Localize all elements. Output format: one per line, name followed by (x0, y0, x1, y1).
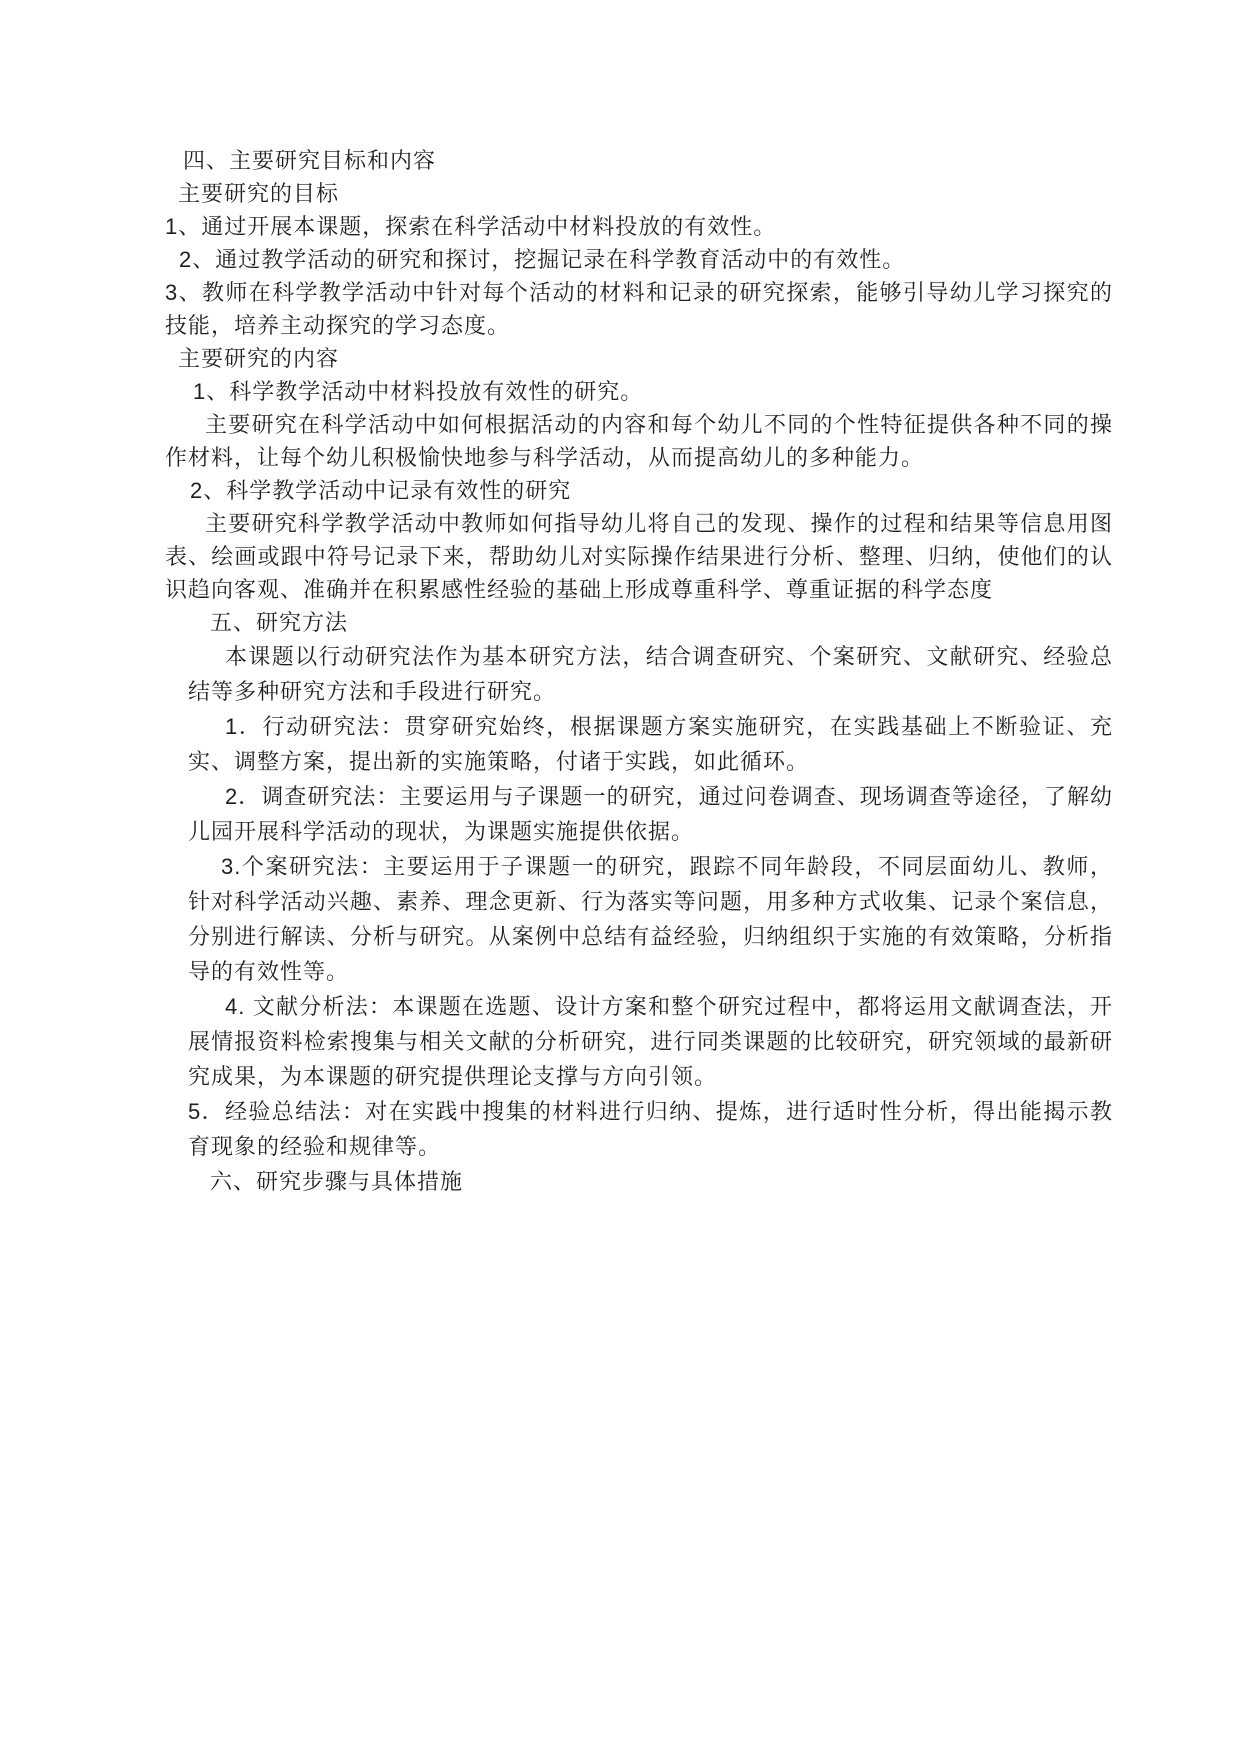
method-item-3: 3.个案研究法：主要运用于子课题一的研究，跟踪不同年龄段，不同层面幼儿、教师，针对科学活动兴趣、素养、理念更新、行为落实等问题，用多种方式收集、记录个案信息，分别进行解读、分析与研究。从案例中总结有益经验，归纳组织于实施的有效策略，分析指导的有效性等。 (188, 854, 1113, 984)
content-item-1-body: 主要研究在科学活动中如何根据活动的内容和每个幼儿不同的个性特征提供各种不同的操作材料，让每个幼儿积极愉快地参与科学活动，从而提高幼儿的多种能力。 (165, 412, 1113, 470)
goal-item-3: 3、教师在科学教学活动中针对每个活动的材料和记录的研究探索，能够引导幼儿学习探究的技能，培养主动探究的学习态度。 (165, 280, 1113, 338)
content-item-1-heading: 1、科学教学活动中材料投放有效性的研究。 (193, 379, 644, 404)
method-item-2: 2．调查研究法：主要运用与子课题一的研究，通过问卷调查、现场调查等途径，了解幼儿园开展科学活动的现状，为课题实施提供依据。 (188, 784, 1113, 844)
section-5-heading: 五、研究方法 (210, 610, 349, 635)
content-item-2-body: 主要研究科学教学活动中教师如何指导幼儿将自己的发现、操作的过程和结果等信息用图表、绘画或跟中符号记录下来，帮助幼儿对实际操作结果进行分析、整理、归纳，使他们的认识趋向客观、准确并在积累感性经验的基础上形成尊重科学、尊重证据的科学态度 (165, 511, 1113, 602)
document-content (165, 144, 1113, 1199)
method-item-4: 4. 文献分析法：本课题在选题、设计方案和整个研究过程中，都将运用文献调查法，开展情报资料检索搜集与相关文献的分析研究，进行同类课题的比较研究，研究领域的最新研究成果，为本课题的研究提供理论支撑与方向引领。 (188, 994, 1113, 1089)
goals-title: 主要研究的目标 (178, 181, 340, 206)
method-item-1: 1．行动研究法：贯穿研究始终，根据课题方案实施研究，在实践基础上不断验证、充实、调整方案，提出新的实施策略，付诸于实践，如此循环。 (188, 714, 1113, 774)
methods-intro: 本课题以行动研究法作为基本研究方法，结合调查研究、个案研究、文献研究、经验总结等多种研究方法和手段进行研究。 (188, 644, 1113, 704)
goal-item-1: 1、通过开展本课题，探索在科学活动中材料投放的有效性。 (165, 214, 777, 239)
contents-title: 主要研究的内容 (178, 346, 340, 371)
content-item-2-heading: 2、科学教学活动中记录有效性的研究 (190, 478, 572, 503)
method-item-5: 5．经验总结法：对在实践中搜集的材料进行归纳、提炼，进行适时性分析，得出能揭示教育现象的经验和规律等。 (188, 1099, 1113, 1159)
section-6-heading: 六、研究步骤与具体措施 (210, 1169, 464, 1194)
section-4-heading: 四、主要研究目标和内容 (183, 148, 437, 173)
goal-item-2: 2、通过教学活动的研究和探讨，挖掘记录在科学教育活动中的有效性。 (179, 247, 906, 272)
section-5-body (188, 639, 1113, 1199)
